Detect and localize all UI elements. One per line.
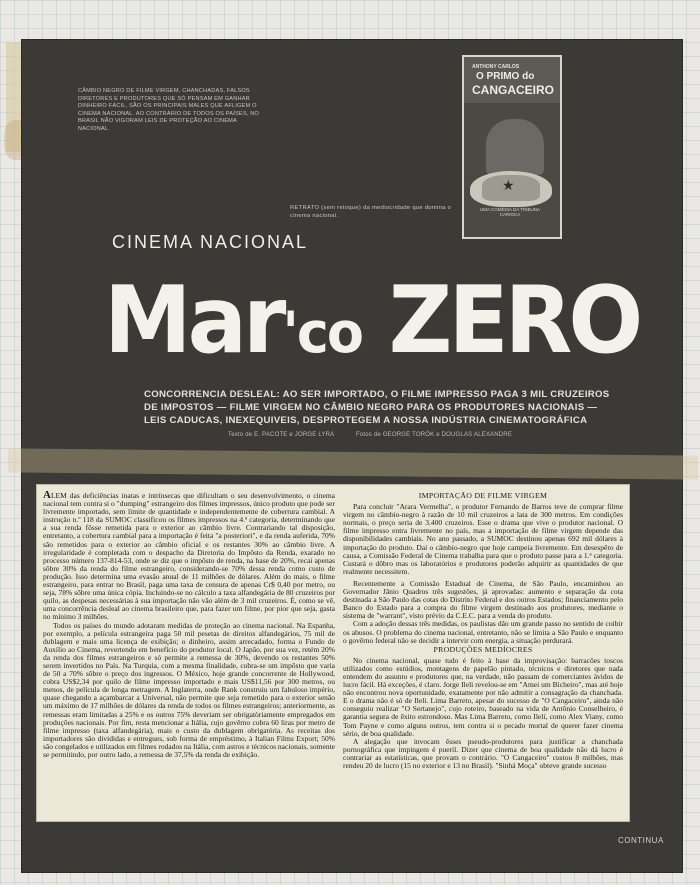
intro-caption: CÂMBIO NEGRO DE FILME VIRGEM, CHANCHADAS, FALSOS DIRETORES E PRODUTORES QUE SÓ PENSAM EM GANHAR DINHEIRO FÁCIL, SÃO OS PRINCIPAIS MALES QUE AFLIGEM O CINEMA NACIONAL. AO CONTRÁRIO DE TODOS OS PAÍSES, NO BRASIL NÃO VIGORAM LEIS DE PROTEÇÃO AO CINEMA NACIONAL.	[78, 88, 260, 132]
poster-cast: ANTHONY CARLOS	[472, 64, 520, 70]
paragraph: ALEM das deficiências inatas e intrínsecas que dificultam o seu desenvolvimento, o cinema nacional tem contra si o "dumping" estrangeiro dos filmes impressos, único produto que pode ser livremente importado, sem limite de quantidade e independentemente de cobertura cambial. A instrução n.º 118 da SUMOC classificou os filmes impressos na 4.ª categoria, determinando que a sua renda fôsse remetida para o exterior ao câmbio livre. Contrariando tal disposição, entretanto, a cobertura cambial para a importação é feita "a posteriori", e da renda auferida, 70% são remetidos para o exterior ao câmbio oficial e os restantes 30% ao câmbio livre. A irregularidade é completada com o despacho da Diretoria do Impôsto da Renda, exarado no processo número 137-814-53, onde se diz que o impôsto de renda, na base de 20%, recai apenas sôbre 30% da renda do filme estrangeiro, considerando-se 70% dessa renda como custo de produção. Isso determina uma evasão anual de 11 milhões de dólares. Além do mais, o filme estrangeiro, para entrar no Brasil, paga uma taxa de censura de apenas Cr$ 0,40 por metro, ou seja, 78% sôbre uma única cópia. Incluindo-se no cálculo a taxa alfandegária de 80 cruzeiros por quilo, as despesas necessárias à sua importação não vão além de 3 mil cruzeiros. É, como se vê, uma concorrência desleal ao cinema brasileiro que, para fazer um filme, por pior que seja, gasta no mínimo 3 milhões.	[43, 489, 335, 622]
paragraph: Com a adoção dessas três medidas, os paulistas dão um grande passo no sentido de coibir os abusos. O problema do cinema nacional, entretanto, não se limita a São Paulo e enquanto o govêrno federal não se decidir a intervir com energia, a situação perdurará.	[343, 619, 623, 645]
paragraph: Recentemente a Comissão Estadual de Cinema, de São Paulo, encaminhou ao Governador Jânio Quadros três sugestões, já aprovadas: aumento e separação da cota destinada a São Paulo das cotas do Distrito Federal e dos outros Estados; financiamento pelo Banco do Estado para a compra do filme virgem destinado aos produtores, mediante o sistema de "warrant", visto prévio da C.E.C. para a venda do produto.	[343, 578, 623, 621]
headline-part2: 'co	[282, 299, 362, 366]
article-column-right	[343, 491, 623, 770]
poster-title-line2: CANGACEIRO	[472, 83, 555, 97]
text-credits: Texto de E. PACOTE e JORGE LYRA	[228, 432, 335, 438]
section-kicker: CINEMA NACIONAL	[112, 232, 309, 252]
film-poster-image	[462, 55, 562, 239]
article-column-left	[43, 491, 335, 759]
paragraph: Todos os países do mundo adotaram medidas de proteção ao cinema nacional. Na Espanha, por exemplo, a película estrangeira paga 50 mil pesetas de direitos alfandegários, 75 mil de dublagem e mais uma licença de exibição; o dinheiro, assim arrecadado, forma o Fundo de Auxílio ao Cinema, revertendo em benefício do produtor local. O Japão, por sua vez, retém 20% da renda dos filmes estrangeiros e só permite a remessa de 30%, devendo os restantes 50% serem invertidos no País. Na Turquia, com a mesma finalidade, cobra-se um impôsto que varia de 50 a 70% sôbre o preço dos ingressos. O México, hoje grande concorrente de Hollywood, cobra US$2,34 por quilo de filme impresso importado e mais US$11,56 por 300 metros, ou menos, de película de longa metragem. A Inglaterra, onde Rank construiu um fabuloso império, quase chegando a açambarcar a Universal, não permite que seja remetido para o exterior senão um máximo de 17 milhões de dólares da renda de todos os filmes estrangeiros; anteriormente, as remessas eram limitadas a 25% e os outros 75% deveriam ser obrigatòriamente empregados em produções nacionais. Por fim, resta mencionar a Itália, cujo govêrno cobra 60 liras por metro de filme impresso (taxa alfandegária), mais o custo da dublagem obrigatória. As receitas dos importadores são divididas e entregues, sob forma de empréstimo, à Italian Films Export; 50% são congelados e utilizados em filmes rodados na Itália, com astros e técnicos nacionais, somente se permitindo, por outro lado, a remessa de 37,5% da renda de exibição.	[43, 620, 335, 759]
photo-credits: Fotos de GEORGE TORÓK e DOUGLAS ALEXANDRE	[356, 432, 513, 438]
poster-title-line1: O PRIMO do	[476, 71, 535, 82]
paragraph: A alegação que invocam êsses pseudo-produtores para justificar a chanchada pornográfica que impingem é pueril. Dizer que cinema de boa qualidade não dá lucro é contrariar as estatísticas, que provam o contrário. "O Cangaceiro" custou 8 milhões, mas rendeu 20 de lucro (15 no exterior e 13 no Brasil). "Sinhá Moça" obteve grande sucesso	[343, 736, 623, 770]
article-body	[36, 484, 630, 822]
headline-part1: Mar	[104, 266, 283, 375]
section-heading-import: IMPORTAÇÃO DE FILME VIRGEM	[418, 491, 548, 500]
paragraph: Para concluir "Arara Vermelha", o produtor Fernando de Barros teve de comprar filme virgem no câmbio-negro à razão de 10 mil cruzeiros a lata de 300 metros. Em condições normais, o preço seria de 3.400 cruzeiros. Esse o drama que vive o produtor nacional. O filme impresso entra livremente no país, mas a importação de filme virgem depende das disponibilidades cambiais. No ano passado, a SUMOC destinou apenas 692 mil dólares à importação do produto. Daí o câmbio-negro que hoje campeia livremente. Em desespêro de causa, a Comissão Federal de Cinema trabalha para que o produto passe para a 1.ª categoria. Custará o dôbro mas os laboratórios e produtores poderão adquirir as quantidades de que realmente necessitem.	[343, 502, 623, 576]
headline-part3: ZERO	[388, 266, 640, 375]
deck-subheadline: CONCORRENCIA DESLEAL: AO SER IMPORTADO, O FILME IMPRESSO PAGA 3 MIL CRUZEIROS DE IMPOSTOS — FILME VIRGEM NO CÂMBIO NEGRO PARA OS PRODUTORES NACIONAIS — LEIS CADUCAS, INEXEQUIVEIS, DESPROTEGEM A NOSSA INDÚSTRIA CINEMATOGRÁFICA	[144, 389, 610, 426]
poster-blurb: UMA COMÉDIA DA TRIBUNA CARIOCA	[480, 207, 540, 217]
poster-figure	[486, 119, 544, 175]
star-icon: ★	[502, 177, 515, 193]
paragraph: No cinema nacional, quase tudo é feito à base da improvisação: barracões toscos utilizados como estúdios, montagens de papelão pintado, técnicos e diretores que nada entendem do assunto e produtores que, na verdade, não passam de comerciantes ávidos de lucro fácil. Há exceções, é claro. Jorge Ileli revelou-se em "Amei um Bicheiro", mas até hoje não encontrou nova oportunidade, exatamente por não admitir a consagração da chanchada. E o drama não é só de Ileli. Lima Barreto, apesar do sucesso de "O Cangaceiro", ainda não conseguiu realizar "O Sertanejo", cujo roteiro, baseado na vida de Antônio Conselheiro, é garantia segura de êxito estrondoso. Mas Lima Barreto, como Ileli, como Alex Viany, como Tom Payne e como alguns outros, tem contra si o pecado mortal de querer fazer cinema sério, de boa qualidade.	[343, 655, 623, 738]
section-heading-productions: PRODUÇÕES MEDÍOCRES	[433, 644, 533, 654]
headline	[104, 266, 640, 380]
continued-label: CONTINUA	[618, 836, 664, 845]
poster-caption: RETRATO (sem retoque) da mediocridade que domina o cinema nacional.	[290, 205, 452, 219]
